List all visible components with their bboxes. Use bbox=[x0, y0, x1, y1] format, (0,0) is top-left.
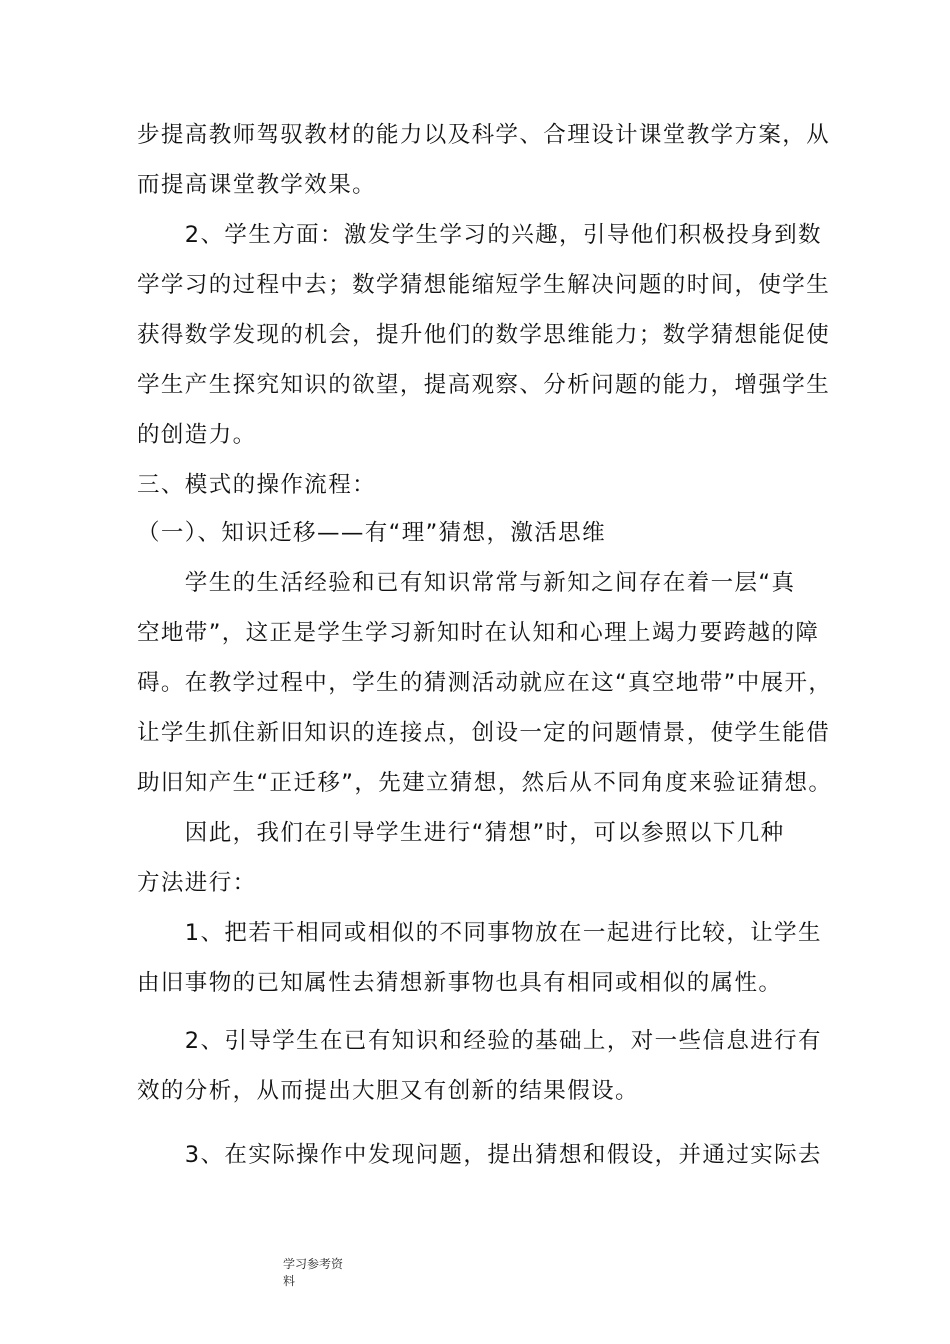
text-line: 碍。在教学过程中，学生的猜测活动就应在这“真空地带”中展开， bbox=[137, 670, 833, 696]
text-line: 的创造力。 bbox=[137, 422, 257, 448]
text-line: 方法进行： bbox=[137, 870, 257, 896]
text-line: 步提高教师驾驭教材的能力以及科学、合理设计课堂教学方案，从 bbox=[137, 122, 831, 148]
footer-text-line: 料 bbox=[283, 1274, 296, 1288]
text-line: 学生产生探究知识的欲望，提高观察、分析问题的能力，增强学生 bbox=[137, 372, 831, 398]
text-line: 效的分析，从而提出大胆又有创新的结果假设。 bbox=[137, 1078, 639, 1104]
heading-text: （一）、知识迁移——有“理”猜想，激活思维 bbox=[137, 520, 606, 546]
text-line: 因此，我们在引导学生进行“猜想”时，可以参照以下几种 bbox=[137, 820, 785, 846]
text-line: 获得数学发现的机会，提升他们的数学思维能力；数学猜想能促使 bbox=[137, 322, 831, 348]
text-line: 由旧事物的已知属性去猜想新事物也具有相同或相似的属性。 bbox=[137, 970, 783, 996]
text-line: 1、把若干相同或相似的不同事物放在一起进行比较，让学生 bbox=[137, 920, 822, 946]
text-line: 学学习的过程中去；数学猜想能缩短学生解决问题的时间，使学生 bbox=[137, 272, 831, 298]
page-footer bbox=[283, 1256, 373, 1290]
footer-text-line: 学习参考资 bbox=[283, 1257, 344, 1271]
text-line: 助旧知产生“正迁移”，先建立猜想，然后从不同角度来验证猜想。 bbox=[137, 770, 833, 796]
text-line: 2、学生方面：激发学生学习的兴趣，引导他们积极投身到数 bbox=[137, 222, 822, 248]
text-line: 2、引导学生在已有知识和经验的基础上，对一些信息进行有 bbox=[137, 1028, 822, 1054]
text-line: 3、在实际操作中发现问题，提出猜想和假设，并通过实际去 bbox=[137, 1142, 822, 1168]
text-line: 空地带”，这正是学生学习新知时在认知和心理上竭力要跨越的障 bbox=[137, 620, 820, 646]
text-line: 学生的生活经验和已有知识常常与新知之间存在着一层“真 bbox=[137, 570, 796, 596]
heading-text: 三、模式的操作流程： bbox=[137, 472, 377, 498]
text-line: 让学生抓住新旧知识的连接点，创设一定的问题情景，使学生能借 bbox=[137, 720, 831, 746]
text-line: 而提高课堂教学效果。 bbox=[137, 172, 377, 198]
